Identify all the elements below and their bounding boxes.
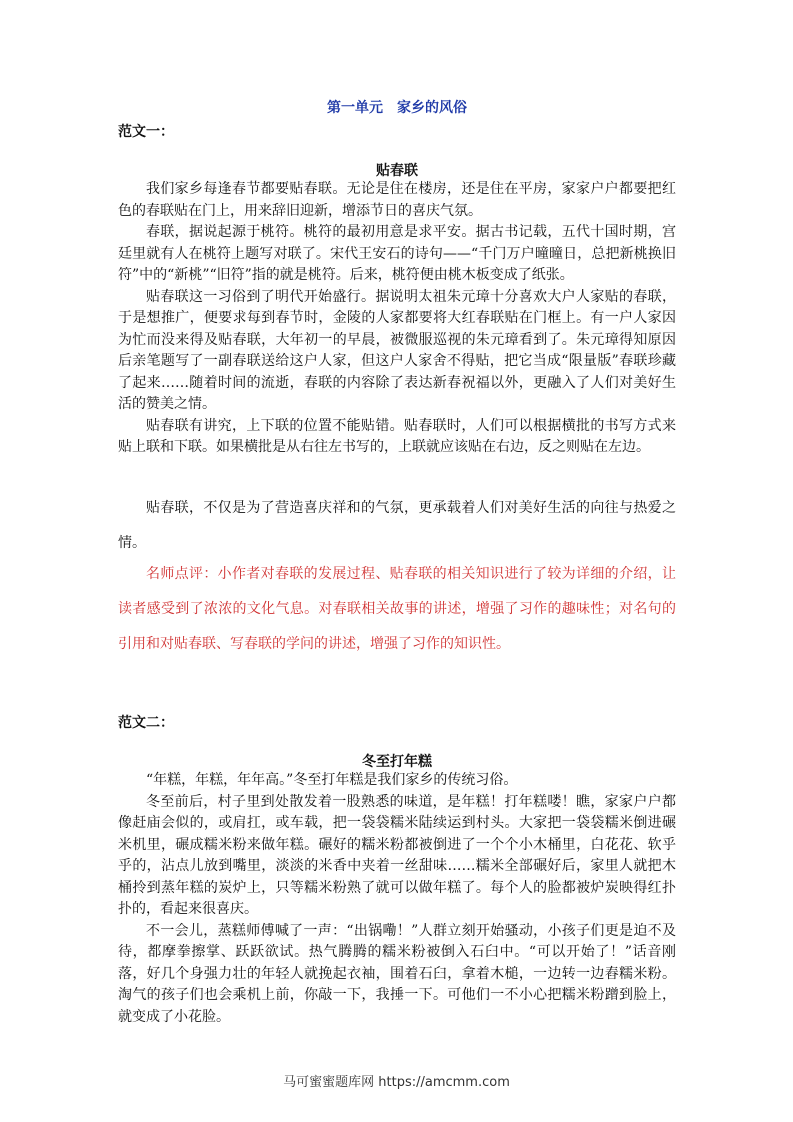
paragraph: “年糕，年糕，年年高。”冬至打年糕是我们家乡的传统习俗。 [146,772,518,788]
footer-watermark: 马可蜜蜜题库网 https://amcmm.com [283,1075,510,1090]
essay1-body [118,179,676,459]
paragraph: 贴春联，不仅是为了营造喜庆祥和的气氛，更承载着人们对美好生活的向往与热爱之情。 [118,500,676,551]
essay1-title: 贴春联 [376,163,418,179]
paragraph: 春联，据说起源于桃符。桃符的最初用意是求平安。据古书记载，五代十国时期，宫廷里就有人在桃符上题写对联了。宋代王安石的诗句——“千门万户曈曈日，总把新桃换旧符”中的“新桃”“旧符”指的就是桃符。后来，桃符便由桃木板变成了纸张。 [118,224,676,283]
teacher-comment [118,557,676,662]
paragraph: 不一会儿，蒸糕师傅喊了一声：“出锅嘞！”人群立刻开始骚动，小孩子们更是迫不及待，都摩拳擦掌、跃跃欲试。热气腾腾的糯米粉被倒入石臼中。“可以开始了！”话音刚落，好几个身强力壮的年轻人就挽起衣袖，围着石臼，拿着木槌，一边转一边舂糯米粉。淘气的孩子们也会乘机上前，你敲一下，我捶一下。可他们一不小心把糯米粉蹭到脸上，就变成了小花脸。 [118,922,676,1025]
paragraph: 我们家乡每逢春节都要贴春联。无论是住在楼房，还是住在平房，家家户户都要把红色的春联贴在门上，用来辞旧迎新，增添节日的喜庆气氛。 [118,181,676,219]
comment-text: 名师点评：小作者对春联的发展过程、贴春联的相关知识进行了较为详细的介绍，让读者感受到了浓浓的文化气息。对春联相关故事的讲述，增强了习作的趣味性；对名句的引用和对贴春联、写春联的学问的讲述，增强了习作的知识性。 [118,566,676,652]
paragraph: 贴春联有讲究，上下联的位置不能贴错。贴春联时，人们可以根据横批的书写方式来贴上联和下联。如果横批是从右往左书写的，上联就应该贴在右边，反之则贴在左边。 [118,417,676,455]
paragraph: 冬至前后，村子里到处散发着一股熟悉的味道，是年糕！打年糕喽！瞧，家家户户都像赶庙会似的，或肩扛，或车载，把一袋袋糯米陆续运到村头。大家把一袋袋糯米倒进碾米机里，碾成糯米粉来做年糕。碾好的糯米粉都被倒进了一个个小木桶里，白花花、软乎乎的，沾点儿放到嘴里，淡淡的米香中夹着一丝甜味……糯米全部碾好后，家里人就把木桶拎到蒸年糕的炭炉上，只等糯米粉熟了就可以做年糕了。每个人的脸都被炉炭映得红扑扑的，看起来很喜庆。 [118,793,676,917]
unit-title: 第一单元 家乡的风俗 [327,100,467,116]
paragraph: 贴春联这一习俗到了明代开始盛行。据说明太祖朱元璋十分喜欢大户人家贴的春联，于是想推广，便要求每到春节时，金陵的人家都要将大红春联贴在门框上。有一户人家因为忙而没来得及贴春联，大年初一的早晨，被微服巡视的朱元璋看到了。朱元璋得知原因后亲笔题写了一副春联送给这户人家，但这户人家舍不得贴，把它当成“限量版”春联珍藏了起来……随着时间的流逝，春联的内容除了表达新春祝福以外，更融入了人们对美好生活的赞美之情。 [118,288,676,412]
essay2-title: 冬至打年糕 [362,754,432,770]
essay1-closing [118,491,676,561]
essay2-label: 范文二： [118,715,174,731]
essay1-label: 范文一： [118,124,174,140]
essay2-body [118,770,676,1028]
